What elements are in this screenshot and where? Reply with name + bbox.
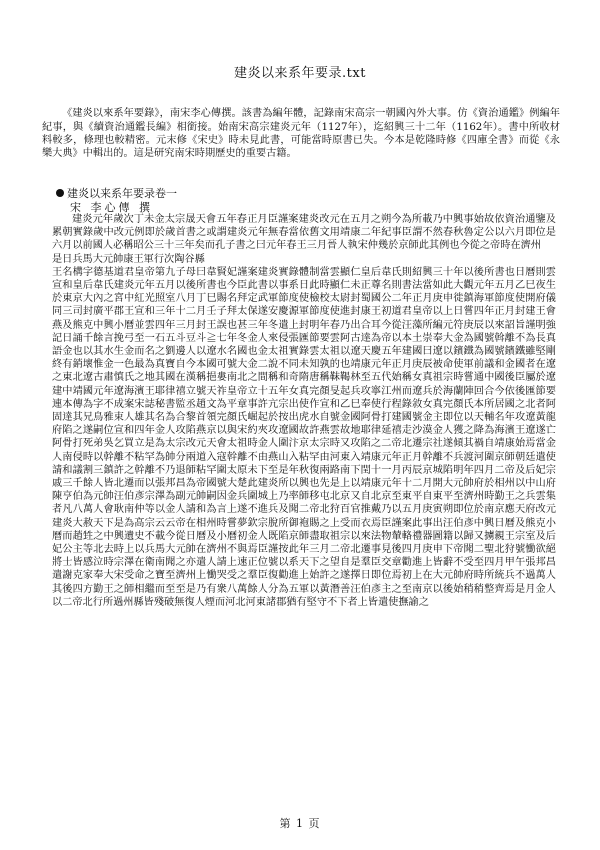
second-paragraph-lead: 是日兵馬大元帥康王軍行次陶谷縣 xyxy=(52,253,205,265)
first-paragraph: 建炎元年歲次丁未金太宗晟天會五年春正月臣謹案建炎改元在五月之朔今為所載乃中興事始故依資治通鑒及累朝實錄歲中改元例即於歲首書之或謂建炎元年無春當依舊文用靖康二年紀事臣謂不然春秋魯定公以六月即位是六月以前國人必稱昭公三十三年矣而孔子書之曰元年春王三月晉人執宋仲幾於京師此其例也今從之帝時在濟州 xyxy=(52,214,556,252)
body-paragraph: 王名構字德基道君皇帝第九子母曰韋賢妃謹案建炎實錄體制當雲顯仁皇后韋氏則紹興三十年以後所書也日曆則雲宣和皇后韋氏建炎元年五月以後所書也今臣此書以事系日此時顯仁未正尊名則書法當如此大觀元年五月乙巳夜生於東京大內之宮中紅光照室八月丁巳賜名拜定武軍節度使檢校太尉封蜀國公二年正月庚申徙鎮海軍節度使開府儀同三司封廣平郡王宣和三年十二月壬子拜太保遂安慶源軍節度使進封康王初道君皇帝以上日嘗四年正月封建王會燕及熊克中興小曆並雲四年三月封王誤也甚三年冬遣上封明年春乃出合耳今從汪藻所編元符庚辰以來詔旨謹明強記日誦千餘言挽弓至一石五斗豆斗≧七年冬金人來侵張匯節要雲阿古達為帝以本土崇奉大金為國號斡離不為長真語金也以其水生金而名之劉邊人以遼水名國也金太祖實錄雲太祖以遼天慶五年建國曰遼以鑌鐵為國號鑌鐵雖堅剛終有銷壞惟金一色最為真寶自今本國可號大金二說不同未知孰的也靖康元年正月庚辰被命使軍前議和金國者在遼之東北遼古肅慎氏之地其國在漢稱挹婁南北之間稱和奇隋唐稱靺鞨林至五代始稱女真祖宗時嘗通中國後臣屬於遼建中靖國元年遼海濱王耶律禧立號天祚皇帝立十五年女真完顏旻起兵攻寧江州而遼兵於海蘭陣回合今依後匯節要連本傳為字不成案宋誌秘書監丞趙文為平章事許亢宗出使作宣和乙巳奉使行程錄敘女真完顏氏本所居國之北者阿固達其兄鳥雅束人雄其名為合黎首領完顏氏崛起於按出虎水自號金國阿骨打建國號金主即位以天輔名年攻遼黃龍府陷之遂嗣位宣和四年金人攻陷燕京以與宋約夾攻遼國故許燕雲故地耶律延禧走沙漠金人獲之降為海濱王遼遂亡阿骨打死弟吳乞買立是為太宗改元天會太祖時金人圍汴京太宗時又攻陷之二帝北遷宗社遂傾其禍自靖康始焉當金人南侵時以幹離不粘罕為帥分兩道入寇幹離不由燕山入粘罕由河東入靖康元年正月幹離不兵渡河圍京師朝廷遣使請和議割三鎮許之幹離不乃退師粘罕圍太原未下至是年秋復兩路南下閏十一月丙辰京城陷明年四月二帝及后妃宗戚三千餘人皆北遷而以張邦昌為帝國號大楚此建炎所以興也先是上以靖康元年十二月開大元帥府於相州以中山府陳亨伯為元帥汪伯彥宗澤為副元帥嗣因金兵圍城上乃率師移屯北京又自北京至東平自東平至濟州時勤王之兵雲集者凡八萬人會耿南仲等以金人請和為言上遂不進兵及聞二帝北狩百官推戴乃以五月庚寅朔即位於南京應天府改元建炎大赦天下是為高宗云云帝在相州時嘗夢欽宗脫所御袍賜之上受而衣焉臣謹案此事出汪伯彥中興日曆及熊克小曆而趙甡之中興遺史不載今從日曆及小曆初金人既陷京師盡取祖宗以來法物輦輅禮器圖籍以歸又擄親王宗室及后妃公主等北去時上以兵馬大元帥在濟州不與焉臣謹按此年三月二帝北遷事見後四月庚申下帝聞二聖北狩號慟欲絕將士皆感泣時宗澤在衛南聞之亦遣人請上速正位號以系天下之望自是羣臣交章勸進上皆辭不受至四月甲午張邦昌遣謝克家奉大宋受命之寶至濟州上慟哭受之羣臣復勸進上始許之遂擇日即位焉初上在大元帥府時所統兵不過萬人其後四方勤王之師相繼而至至是乃有衆八萬餘人分為五軍以黃潛善汪伯彥主之至南京以後始稍稍整齊焉是月金人以二帝北行所過州縣皆殘破無復人煙而河北河東諸郡猶有堅守不下者上皆遣使撫諭之 xyxy=(52,266,556,608)
page-number: 第 1 页 xyxy=(279,817,321,830)
main-text xyxy=(52,213,556,813)
author-line: 宋 李心傳 撰 xyxy=(70,201,153,214)
volume-heading-text: 建炎以来系年要录卷一 xyxy=(67,187,177,200)
bullet-icon xyxy=(56,189,64,197)
document-title: 建炎以来系年要录.txt xyxy=(234,66,366,81)
intro-paragraph: 《建炎以來系年要錄》，南宋李心傳撰。該書為編年體，記錄南宋高宗一朝國內外大事。仿《資治通鑑》例編年紀事，與《續資治通鑑長編》相銜接。始南宋高宗建炎元年（1127年），迄紹興三十二年（1162年）。書中所收材料較多，條理也較精密。元末修《宋史》時未見此書，可能當時原書已失。今本是乾隆時修《四庫全書》而從《永樂大典》中輯出的。這是研究南宋時期歷史的重要古籍。 xyxy=(42,108,560,160)
